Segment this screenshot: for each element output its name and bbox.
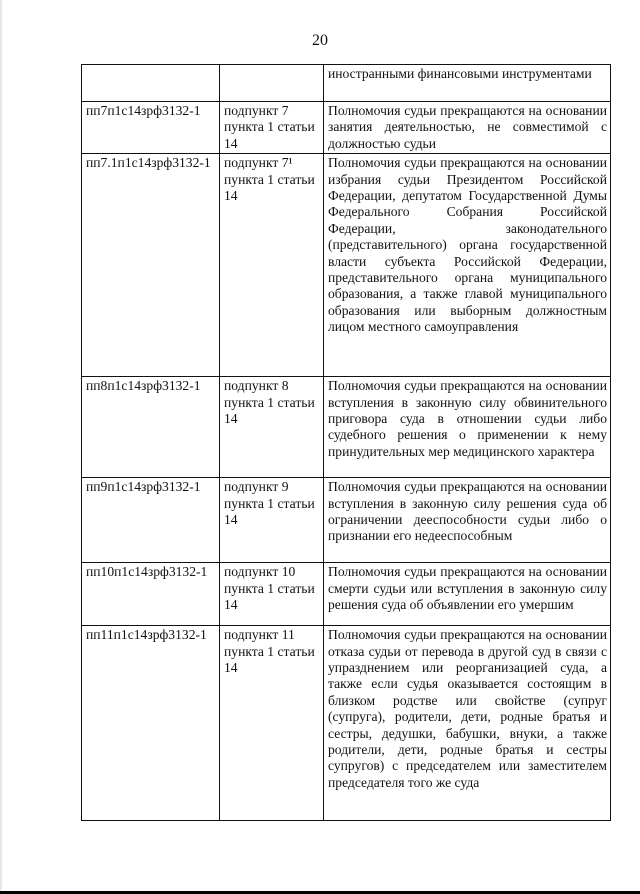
description-cell: Полномочия судьи прекращаются на основании вступления в законную силу решения суда об ограничении дееспособности судьи либо о признании его недееспособным bbox=[324, 478, 611, 563]
reference-cell: подпункт 7¹ пункта 1 статьи 14 bbox=[220, 154, 324, 377]
code-cell: пп7п1с14зрф3132-1 bbox=[82, 102, 220, 154]
reference-cell: подпункт 10 пункта 1 статьи 14 bbox=[220, 563, 324, 626]
reference-cell: подпункт 9 пункта 1 статьи 14 bbox=[220, 478, 324, 563]
reference-cell: подпункт 8 пункта 1 статьи 14 bbox=[220, 377, 324, 478]
description-cell: Полномочия судьи прекращаются на основании смерти судьи или вступления в законную силу решения суда об объявлении его умершим bbox=[324, 563, 611, 626]
document-table bbox=[81, 64, 611, 821]
code-cell: пп8п1с14зрф3132-1 bbox=[82, 377, 220, 478]
table-row bbox=[82, 563, 611, 626]
scan-edge bbox=[0, 0, 2, 894]
description-cell: Полномочия судьи прекращаются на основании вступления в законную силу обвинительного приговора суда в отношении судьи либо судебного решения о применении к нему принудительных мер медицинского характера bbox=[324, 377, 611, 478]
code-cell: пп11п1с14зрф3132-1 bbox=[82, 626, 220, 821]
table-row bbox=[82, 154, 611, 377]
description-cell: Полномочия судьи прекращаются на основании избрания судьи Президентом Российской Федерации, депутатом Государственной Думы Федерального Собрания Российской Федерации, законодательного (представительного) органа государственной власти субъекта Российской Федерации, представительного органа муниципального образования, а также главой муниципального образования или выборным должностным лицом местного самоуправления bbox=[324, 154, 611, 377]
reference-cell: подпункт 11 пункта 1 статьи 14 bbox=[220, 626, 324, 821]
code-cell: пп9п1с14зрф3132-1 bbox=[82, 478, 220, 563]
code-cell: пп7.1п1с14зрф3132-1 bbox=[82, 154, 220, 377]
code-cell bbox=[82, 65, 220, 102]
description-cell: Полномочия судьи прекращаются на основании отказа судьи от перевода в другой суд в связи с упразднением или реорганизацией суда, а также если судья оказывается состоящим в близком родстве или свойстве (супруг (супруга), родители, дети, родные братья и сестры, дедушки, бабушки, внуки, а также родители, дети, родные братья и сестры супругов) с председателем или заместителем председателя того же суда bbox=[324, 626, 611, 821]
code-cell: пп10п1с14зрф3132-1 bbox=[82, 563, 220, 626]
table-row bbox=[82, 626, 611, 821]
page-number: 20 bbox=[312, 32, 328, 49]
table-row bbox=[82, 478, 611, 563]
table-row bbox=[82, 377, 611, 478]
table-row bbox=[82, 102, 611, 154]
description-cell: иностранными финансовыми инструментами bbox=[324, 65, 611, 102]
description-cell: Полномочия судьи прекращаются на основании занятия деятельностью, не совместимой с должностью судьи bbox=[324, 102, 611, 154]
table-row bbox=[82, 65, 611, 102]
reference-cell: подпункт 7 пункта 1 статьи 14 bbox=[220, 102, 324, 154]
reference-cell bbox=[220, 65, 324, 102]
